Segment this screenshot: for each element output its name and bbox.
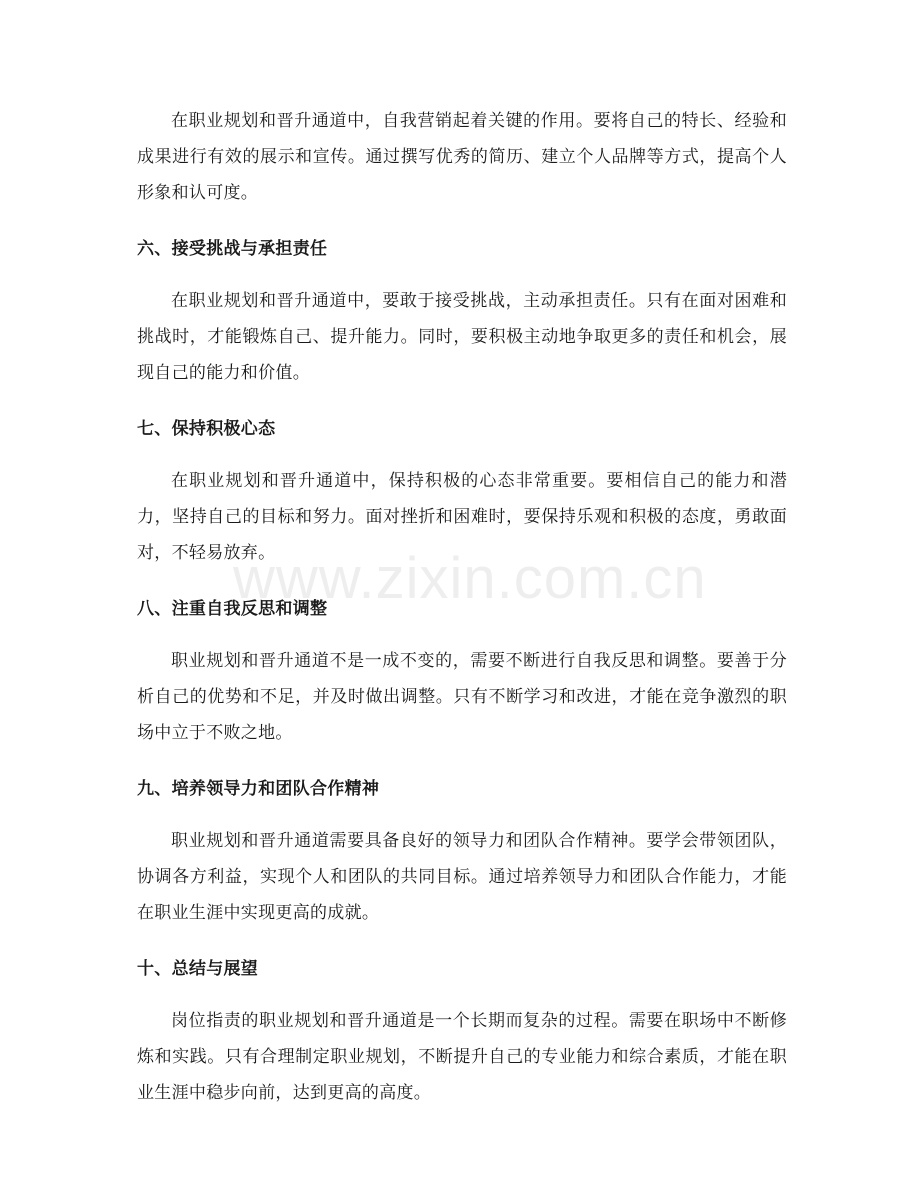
paragraph-section-8: 职业规划和晋升通道不是一成不变的，需要不断进行自我反思和调整。要善于分析自己的优势和不足，并及时做出调整。只有不断学习和改进，才能在竞争激烈的职场中立于不败之地。 (137, 651, 787, 743)
paragraph-section-9: 职业规划和晋升通道需要具备良好的领导力和团队合作精神。要学会带领团队，协调各方利益，实现个人和团队的共同目标。通过培养领导力和团队合作能力，才能在职业生涯中实现更高的成就。 (137, 831, 787, 923)
heading-section-8: 八、注重自我反思和调整 (137, 599, 328, 619)
heading-section-6: 六、接受挑战与承担责任 (137, 239, 328, 259)
watermark: www.zixin.com.cn (233, 546, 707, 611)
heading-section-7: 七、保持积极心态 (137, 419, 276, 439)
paragraph-section-10: 岗位指责的职业规划和晋升通道是一个长期而复杂的过程。需要在职场中不断修炼和实践。只有合理制定职业规划，不断提升自己的专业能力和综合素质，才能在职业生涯中稳步向前，达到更高的高度。 (137, 1011, 787, 1103)
paragraph-section-7: 在职业规划和晋升通道中，保持积极的心态非常重要。要相信自己的能力和潜力，坚持自己的目标和努力。面对挫折和困难时，要保持乐观和积极的态度，勇敢面对，不轻易放弃。 (137, 471, 787, 563)
heading-section-9: 九、培养领导力和团队合作精神 (137, 779, 380, 799)
document-body (137, 103, 787, 1111)
paragraph-section-6: 在职业规划和晋升通道中，要敢于接受挑战，主动承担责任。只有在面对困难和挑战时，才能锻炼自己、提升能力。同时，要积极主动地争取更多的责任和机会，展现自己的能力和价值。 (137, 291, 787, 383)
heading-section-10: 十、总结与展望 (137, 959, 259, 979)
paragraph-self-marketing: 在职业规划和晋升通道中，自我营销起着关键的作用。要将自己的特长、经验和成果进行有效的展示和宣传。通过撰写优秀的简历、建立个人品牌等方式，提高个人形象和认可度。 (137, 111, 787, 203)
